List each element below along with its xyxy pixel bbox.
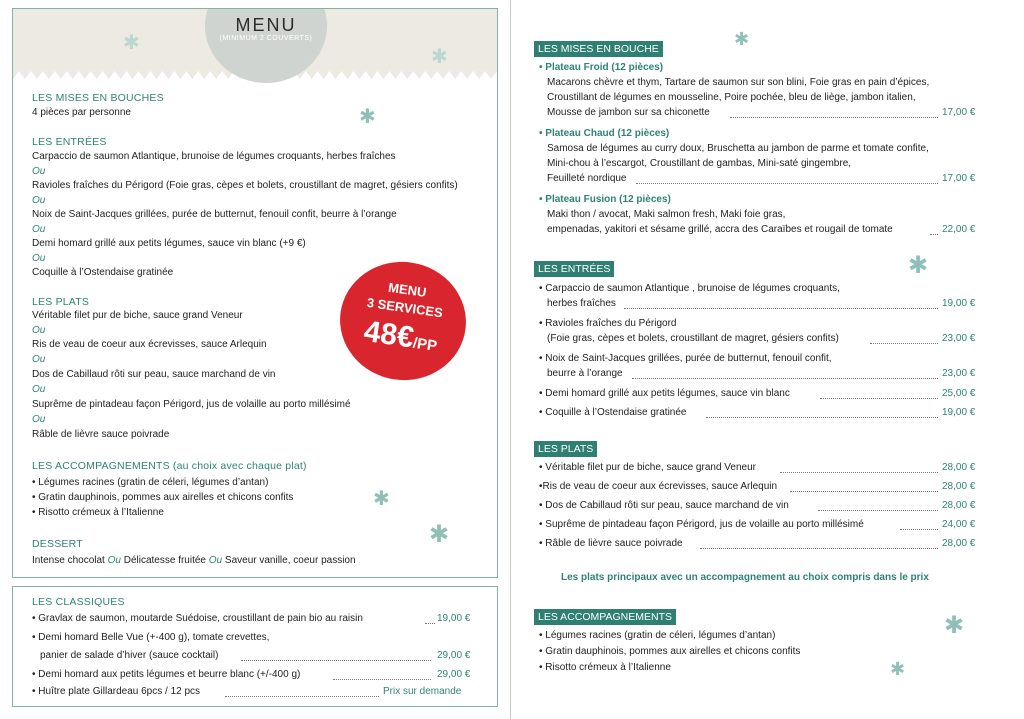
or-separator: Ou — [32, 384, 46, 395]
or-separator: Ou — [32, 253, 46, 264]
badge-amount: 48€ — [361, 314, 416, 355]
dot-leader — [870, 343, 938, 344]
plat-line: • Véritable filet pur de biche, sauce grand Veneur — [539, 462, 756, 473]
accompagnement-line: • Gratin dauphinois, pommes aux airelles et chicons confits — [539, 646, 801, 657]
mises-title: LES MISES EN BOUCHES — [32, 92, 164, 104]
dot-leader — [700, 548, 938, 549]
dessert-line — [32, 555, 356, 566]
page-spine — [510, 0, 511, 719]
entree-line: • Ravioles fraîches du Périgord — [539, 318, 677, 329]
classique-price: Prix sur demande — [383, 686, 462, 697]
menu-title: MENU — [235, 15, 297, 35]
mises-tag: LES MISES EN BOUCHE — [534, 41, 663, 57]
dot-leader — [706, 417, 938, 418]
dot-leader — [730, 117, 938, 118]
plat-line: • Dos de Cabillaud rôti sur peau, sauce marchand de vin — [539, 500, 789, 511]
plat-line: • Râble de lièvre sauce poivrade — [539, 538, 683, 549]
plat-price: 24,00 € — [942, 519, 976, 530]
classique-price: 19,00 € — [437, 613, 471, 624]
classique-item: • Huître plate Gillardeau 6pcs / 12 pcs — [32, 686, 201, 697]
entree-line: • Noix de Saint-Jacques grillées, purée de butternut, fenouil confit, — [539, 353, 832, 364]
entree-item: Coquille à l’Ostendaise gratinée — [32, 267, 174, 278]
dot-leader — [632, 378, 938, 379]
snowflake-icon: ✱ — [890, 659, 906, 679]
entree-line: • Coquille à l’Ostendaise gratinée — [539, 407, 687, 418]
plateau-line: Macarons chèvre et thym, Tartare de saumon sur son blini, Foie gras en pain d’épices, — [547, 77, 930, 88]
plat-item: Râble de lièvre sauce poivrade — [32, 429, 170, 440]
accompagnement-item: • Légumes racines (gratin de céleri, légumes d’antan) — [32, 477, 269, 488]
entree-item: Ravioles fraîches du Périgord (Foie gras, cèpes et bolets, croustillant de magret, gésiers confits) — [32, 180, 458, 191]
snowflake-icon: ✱ — [734, 29, 750, 49]
classique-item: • Demi homard Belle Vue (+-400 g), tomate crevettes, — [32, 632, 270, 643]
entree-price: 23,00 € — [942, 333, 976, 344]
plat-price: 28,00 € — [942, 481, 976, 492]
entree-price: 19,00 € — [942, 407, 976, 418]
plat-item: Dos de Cabillaud rôti sur peau, sauce marchand de vin — [32, 369, 276, 380]
plateau-price: 17,00 € — [942, 173, 976, 184]
plat-price: 28,00 € — [942, 500, 976, 511]
entree-price: 19,00 € — [942, 298, 976, 309]
dot-leader — [225, 696, 379, 697]
entree-price: 23,00 € — [942, 368, 976, 379]
dot-leader — [900, 529, 938, 530]
mises-text: 4 pièces par personne — [32, 107, 131, 118]
snowflake-icon: ✱ — [944, 612, 965, 639]
plateau-line: Mini-chou à l’escargot, Croustillant de gambas, Mini-saté gingembre, — [547, 158, 852, 169]
classique-item: panier de salade d’hiver (sauce cocktail) — [40, 650, 219, 661]
plat-item: Véritable filet pur de biche, sauce grand Veneur — [32, 310, 243, 321]
dot-leader — [624, 308, 938, 309]
or-separator: Ou — [32, 325, 46, 336]
plat-price: 28,00 € — [942, 538, 976, 549]
dot-leader — [820, 398, 938, 399]
plateau-line: Maki thon / avocat, Maki salmon fresh, Maki foie gras, — [547, 209, 786, 220]
snowflake-icon: ✱ — [123, 32, 140, 54]
badge-line2: 3 SERVICES — [366, 294, 444, 321]
accompagnement-line: • Risotto crémeux à l’Italienne — [539, 662, 671, 673]
entree-price: 25,00 € — [942, 388, 976, 399]
plateau-price: 17,00 € — [942, 107, 976, 118]
entree-line: • Demi homard grillé aux petits légumes, sauce vin blanc — [539, 388, 790, 399]
or-separator: Ou — [32, 224, 46, 235]
plateau-line: empenadas, yakitori et sésame grillé, accra des Caraïbes et rougail de tomate — [547, 224, 893, 235]
entree-line: (Foie gras, cèpes et bolets, croustillant de magret, gésiers confits) — [547, 333, 839, 344]
plats-note: Les plats principaux avec un accompagnement au choix compris dans le prix — [561, 572, 929, 583]
plat-price: 28,00 € — [942, 462, 976, 473]
plateau-name: • Plateau Chaud (12 pièces) — [539, 128, 670, 139]
entree-item: Demi homard grillé aux petits légumes, sauce vin blanc (+9 €) — [32, 238, 306, 249]
menu-subtitle: (MINIMUM 2 COUVERTS) — [219, 35, 313, 42]
entree-line: herbes fraîches — [547, 298, 616, 309]
plats-title: LES PLATS — [32, 296, 90, 308]
dot-leader — [930, 234, 938, 235]
classiques-title: LES CLASSIQUES — [32, 596, 125, 608]
plateau-line: Feuilleté nordique — [547, 173, 627, 184]
classiques-box — [12, 586, 498, 707]
dot-leader — [818, 510, 938, 511]
plat-line: • Suprême de pintadeau façon Périgord, jus de volaille au porto millésimé — [539, 519, 864, 530]
plats-tag: LES PLATS — [534, 441, 597, 457]
classique-price: 29,00 € — [437, 669, 471, 680]
plateau-line: Samosa de légumes au curry doux, Bruschetta au jambon de parme et tomate confite, — [547, 143, 929, 154]
dot-leader — [241, 660, 431, 661]
dot-leader — [780, 472, 938, 473]
accompagnements-title: LES ACCOMPAGNEMENTS (au choix avec chaque plat) — [32, 460, 307, 472]
or-separator: Ou — [107, 555, 121, 566]
or-separator: Ou — [32, 354, 46, 365]
entrees-title: LES ENTRÉES — [32, 136, 107, 148]
accompagnement-item: • Gratin dauphinois, pommes aux airelles et chicons confits — [32, 492, 294, 503]
dessert-option: Délicatesse fruitée — [120, 555, 209, 566]
snowflake-icon: ✱ — [429, 521, 450, 548]
dot-leader — [333, 679, 431, 680]
plateau-name: • Plateau Fusion (12 pièces) — [539, 194, 671, 205]
dessert-title: DESSERT — [32, 538, 83, 550]
plateau-line: Croustillant de légumes en mousseline, Poire pochée, bleu de liège, jambon italien, — [547, 92, 916, 103]
dot-leader — [425, 623, 435, 624]
plat-item: Suprême de pintadeau façon Périgord, jus de volaille au porto millésimé — [32, 399, 351, 410]
snowflake-icon: ✱ — [359, 106, 376, 128]
badge-unit: /PP — [411, 334, 439, 355]
plat-item: Ris de veau de coeur aux écrevisses, sauce Arlequin — [32, 339, 267, 350]
entree-line: beurre à l’orange — [547, 368, 623, 379]
plat-line: •Ris de veau de coeur aux écrevisses, sauce Arlequin — [539, 481, 778, 492]
plateau-name: • Plateau Froid (12 pièces) — [539, 62, 664, 73]
entree-item: Noix de Saint-Jacques grillées, purée de butternut, fenouil confit, beurre à l’orange — [32, 209, 397, 220]
accompagnements-tag: LES ACCOMPAGNEMENTS — [534, 609, 676, 625]
entrees-tag: LES ENTRÉES — [534, 261, 614, 277]
or-separator: Ou — [32, 195, 46, 206]
badge-line1: MENU — [387, 279, 428, 300]
snowflake-icon: ✱ — [373, 488, 390, 510]
or-separator: Ou — [208, 555, 223, 566]
or-separator: Ou — [32, 414, 46, 425]
plateau-line: Mousse de jambon sur sa chiconette — [547, 107, 710, 118]
dot-leader — [636, 183, 938, 184]
dessert-option: Intense chocolat — [32, 555, 108, 566]
snowflake-icon: ✱ — [431, 46, 448, 68]
entree-item: Carpaccio de saumon Atlantique, brunoise de légumes croquants, herbes fraîches — [32, 151, 396, 162]
accompagnement-line: • Légumes racines (gratin de céleri, légumes d’antan) — [539, 630, 776, 641]
classique-item: • Demi homard aux petits légumes et beurre blanc (+/-400 g) — [32, 669, 301, 680]
snowflake-icon: ✱ — [908, 252, 929, 279]
or-separator: Ou — [32, 166, 46, 177]
accompagnement-item: • Risotto crémeux à l’Italienne — [32, 507, 164, 518]
entree-line: • Carpaccio de saumon Atlantique , brunoise de légumes croquants, — [539, 283, 840, 294]
dessert-option: Saveur vanille, coeur passion — [222, 555, 356, 566]
dot-leader — [790, 491, 938, 492]
classique-item: • Gravlax de saumon, moutarde Suédoise, croustillant de pain bio au raisin — [32, 613, 363, 624]
plateau-price: 22,00 € — [942, 224, 976, 235]
classique-price: 29,00 € — [437, 650, 471, 661]
